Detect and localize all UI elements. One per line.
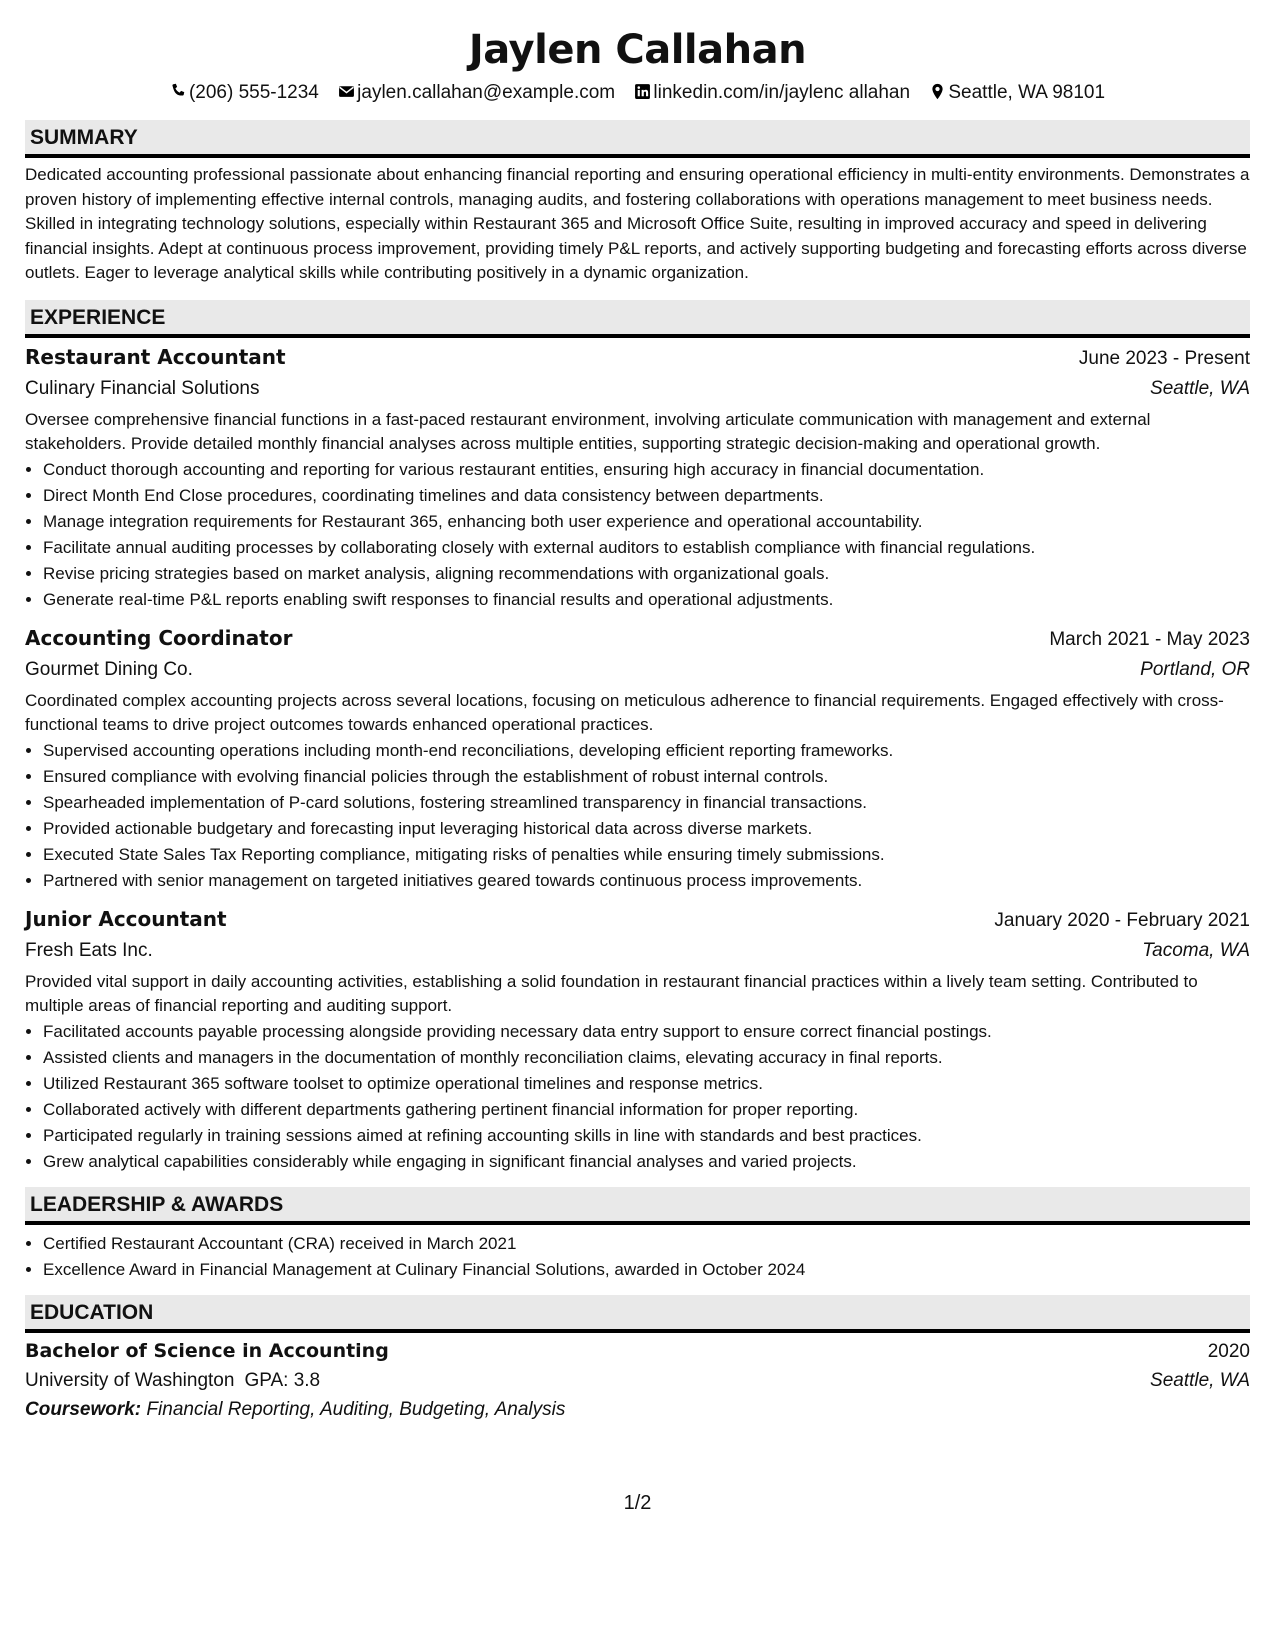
list-item: • Ensured compliance with evolving financial policies through the establishment of robust internal controls. [43,764,1250,790]
phone-text: (206) 555-1234 [188,82,319,103]
section-heading-summary: SUMMARY [25,120,1250,158]
linkedin-icon [634,82,653,103]
list-item: • Utilized Restaurant 365 software toolset to optimize operational timelines and response metrics. [43,1071,1250,1097]
map-marker-icon [929,82,948,103]
coursework-list: Financial Reporting, Auditing, Budgeting, Analysis [146,1398,566,1420]
list-item: • Conduct thorough accounting and reporting for various restaurant entities, ensuring high accuracy in financial documentation. [43,457,1250,483]
contact-phone[interactable] [170,80,319,106]
linkedin-text: linkedin.com/in/jaylenc allahan [653,82,911,103]
list-item: • Collaborated actively with different departments gathering pertinent financial information for proper reporting. [43,1097,1250,1123]
list-item: • Participated regularly in training sessions aimed at refining accounting skills in line with standards and best practices. [43,1123,1250,1149]
list-item: • Revise pricing strategies based on market analysis, aligning recommendations with organizational goals. [43,561,1250,587]
location-text: Seattle, WA 98101 [948,82,1106,103]
job-location: Portland, OR [1140,658,1250,680]
job-dates: June 2023 - Present [1078,347,1250,369]
envelope-icon [338,82,357,103]
summary-text: Dedicated accounting professional passionate about enhancing financial reporting and ensuring operational efficiency in multi-entity environments. Demonstrates a proven history of implementing effective internal controls, managing audits, and fostering collaborations with operations management to meet business needs. Skilled in integrating technology solutions, especially within Restaurant 365 and Microsoft Office Suite, resulting in improved accuracy and speed in delivering financial insights. Adept at continuous process improvement, providing timely P&L reports, and actively supporting budgeting and forecasting efforts across diverse outlets. Eager to leverage analytical skills while contributing positively in a dynamic organization. [25,165,1250,282]
coursework [25,1395,1250,1424]
contact-bar [25,80,1250,120]
gpa: GPA: 3.8 [244,1369,321,1391]
section-heading-leadership: LEADERSHIP & AWARDS [25,1187,1250,1225]
job-company: Gourmet Dining Co. [25,658,193,680]
job-dates: January 2020 - February 2021 [994,909,1250,931]
job-title: Junior Accountant [25,906,227,931]
job-entry [25,904,1250,1175]
job-title: Accounting Coordinator [25,625,293,650]
school-location: Seattle, WA [1150,1369,1250,1391]
job-location: Tacoma, WA [1142,939,1250,961]
list-item: • Grew analytical capabilities considerably while engaging in significant financial analyses and varied projects. [43,1149,1250,1175]
job-description: Oversee comprehensive financial functions in a fast-paced restaurant environment, involving articulate communication with management and external stakeholders. Provide detailed monthly financial analyses across multiple entities, supporting strategic decision-making and operational growth. [25,409,1151,453]
resume-page [25,0,1250,1424]
email-text: jaylen.callahan@example.com [357,82,616,103]
list-item: • Certified Restaurant Accountant (CRA) received in March 2021 [43,1231,1250,1257]
coursework-label: Coursework: [25,1398,142,1420]
list-item: • Facilitate annual auditing processes by collaborating closely with external auditors to establish compliance with financial regulations. [43,535,1250,561]
section-heading-experience: EXPERIENCE [25,300,1250,338]
candidate-name: Jaylen Callahan [468,27,807,73]
list-item: • Spearheaded implementation of P-card solutions, fostering streamlined transparency in financial transactions. [43,790,1250,816]
list-item: • Supervised accounting operations including month-end reconciliations, developing efficient reporting frameworks. [43,738,1250,764]
job-entry [25,623,1250,894]
job-company: Culinary Financial Solutions [25,377,260,399]
page-number: 1/2 [623,1492,652,1514]
school-name: University of Washington [25,1369,235,1391]
section-heading-education: EDUCATION [25,1295,1250,1333]
contact-email[interactable] [338,80,615,106]
job-dates: March 2021 - May 2023 [1049,628,1250,650]
list-item: • Manage integration requirements for Restaurant 365, enhancing both user experience and operational accountability. [43,509,1250,535]
leadership-list [25,1231,1250,1283]
contact-location [929,80,1105,106]
list-item: • Excellence Award in Financial Management at Culinary Financial Solutions, awarded in October 2024 [43,1257,1250,1283]
list-item: • Executed State Sales Tax Reporting compliance, mitigating risks of penalties while ensuring timely submissions. [43,842,1250,868]
job-title: Restaurant Accountant [25,344,286,369]
list-item: • Generate real-time P&L reports enabling swift responses to financial results and operational adjustments. [43,587,1250,613]
job-location: Seattle, WA [1150,377,1250,399]
summary-section [25,158,1250,300]
job-bullets [25,738,1250,894]
graduation-year: 2020 [1207,1340,1250,1362]
phone-icon [170,82,189,103]
job-description: Provided vital support in daily accounting activities, establishing a solid foundation in restaurant financial practices within a lively team setting. Contributed to multiple areas of financial reporting and auditing support. [25,971,1198,1015]
list-item: • Assisted clients and managers in the documentation of monthly reconciliation claims, elevating accuracy in final reports. [43,1045,1250,1071]
job-bullets [25,457,1250,613]
contact-linkedin[interactable] [634,80,910,106]
job-company: Fresh Eats Inc. [25,939,153,961]
job-bullets [25,1019,1250,1175]
job-description: Coordinated complex accounting projects across several locations, focusing on meticulous adherence to financial requirements. Engaged effectively with cross-functional teams to drive project outcomes towards enhanced operational practices. [25,690,1224,734]
education-entry [25,1337,1250,1424]
degree-title: Bachelor of Science in Accounting [25,1339,389,1362]
list-item: • Provided actionable budgetary and forecasting input leveraging historical data across diverse markets. [43,816,1250,842]
list-item: • Direct Month End Close procedures, coordinating timelines and data consistency between departments. [43,483,1250,509]
list-item: • Partnered with senior management on targeted initiatives geared towards continuous process improvements. [43,868,1250,894]
job-entry [25,342,1250,613]
list-item: • Facilitated accounts payable processing alongside providing necessary data entry support to ensure correct financial postings. [43,1019,1250,1045]
